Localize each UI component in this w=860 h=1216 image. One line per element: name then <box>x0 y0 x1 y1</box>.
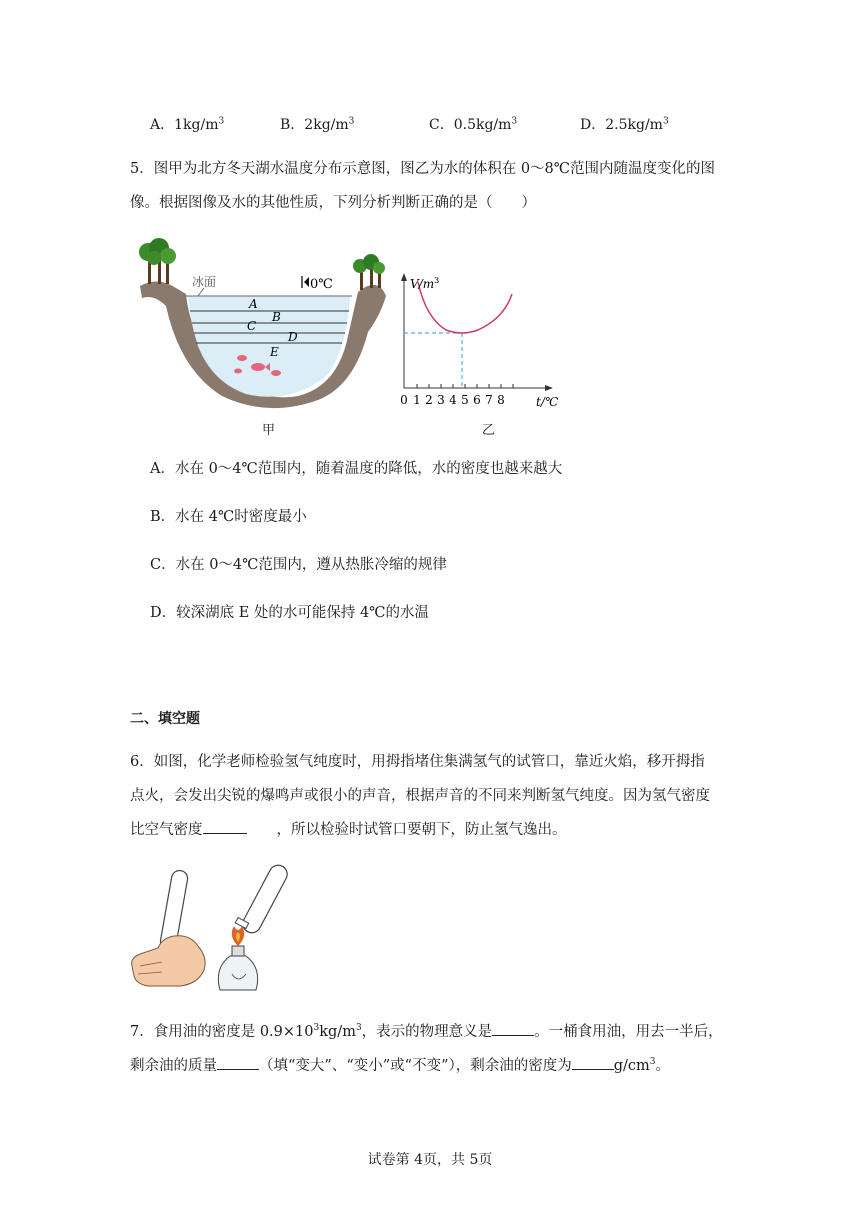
q7-blank-1[interactable] <box>492 1021 534 1036</box>
tick-4: 4 <box>449 393 457 407</box>
q5-option-b: B．水在 4℃时密度最小 <box>150 509 307 525</box>
tick-8: 8 <box>497 393 505 407</box>
page-footer: 试卷第 4页，共 5页 <box>367 1152 493 1168</box>
test-tube-inverted-icon <box>235 862 290 936</box>
caption-yi: 乙 <box>482 423 496 438</box>
caption-jia: 甲 <box>262 423 276 438</box>
q6-answer-blank[interactable] <box>203 819 247 834</box>
q7-line2: 剩余油的质量 （填“变大”、“变小”或“不变”），剩余油的密度为 $g/cm^3$。 <box>130 1052 670 1076</box>
tick-5: 5 <box>461 393 469 407</box>
q6-line2: 点火，会发出尖锐的爆鸣声或很小的声音，根据声音的不同来判断氢气纯度。因为氢气密度 <box>130 788 710 804</box>
temp-label: 0℃ <box>310 277 333 292</box>
q5-stem-line1: 5．图甲为北方冬天湖水温度分布示意图，图乙为水的体积在 0～8℃范围内随温度变化的图 <box>130 161 716 177</box>
q6-line3-b: ，所以检验时试管口要朝下，防止氢气逸出。 <box>276 822 567 838</box>
q5-option-a: A．水在 0～4℃范围内，随着温度的降低，水的密度也越来越大 <box>150 461 563 477</box>
q7-line1: 7．食用油的密度是 $0.9\times 10^3kg/m^3$，表示的物理意义是 。一桶食用油，用去一半后， <box>130 1018 723 1042</box>
q6-line3 <box>130 819 567 840</box>
trees-left-icon <box>139 238 176 284</box>
hand-icon <box>132 936 205 986</box>
q4-option-b: B．$2kg/m^3$ <box>280 116 355 133</box>
layer-a: A <box>249 297 258 311</box>
ice-label: 冰面 <box>192 275 217 289</box>
tick-1: 1 <box>413 393 421 407</box>
lake-diagram <box>128 236 398 416</box>
section-title: 二、填空题 <box>130 711 200 727</box>
y-axis-label: $V/m^3$ <box>410 276 440 291</box>
q5-option-d: D．较深湖底 E 处的水可能保持 4℃的水温 <box>150 605 429 621</box>
tick-0: 0 <box>400 393 408 407</box>
layer-d: D <box>288 330 298 344</box>
layer-c: C <box>247 319 257 333</box>
q4-option-a: A．$1kg/m^3$ <box>150 116 225 133</box>
volume-temperature-graph <box>396 268 576 412</box>
tick-3: 3 <box>437 393 445 407</box>
alcohol-lamp-icon <box>218 926 257 990</box>
tick-6: 6 <box>473 393 481 407</box>
q4-option-d: D．$2.5kg/m^3$ <box>580 116 669 133</box>
q5-stem-line2: 像。根据图像及水的其他性质，下列分析判断正确的是（ ） <box>130 195 536 211</box>
layer-b: B <box>272 310 281 324</box>
q7-blank-3[interactable] <box>572 1055 614 1070</box>
hydrogen-test-illustration <box>128 862 298 992</box>
q5-option-c: C．水在 0～4℃范围内，遵从热胀冷缩的规律 <box>150 557 447 573</box>
layer-e: E <box>270 345 279 359</box>
x-axis-label: t/℃ <box>536 395 559 409</box>
tick-2: 2 <box>425 393 433 407</box>
q4-option-c: C．$0.5kg/m^3$ <box>429 116 518 133</box>
q6-line3-a: 比空气密度 <box>130 822 203 838</box>
trees-right-icon <box>353 254 385 290</box>
tick-7: 7 <box>485 393 493 407</box>
q6-line1: 6．如图，化学老师检验氢气纯度时，用拇指堵住集满氢气的试管口，靠近火焰，移开拇指 <box>130 754 705 770</box>
q7-blank-2[interactable] <box>217 1055 259 1070</box>
